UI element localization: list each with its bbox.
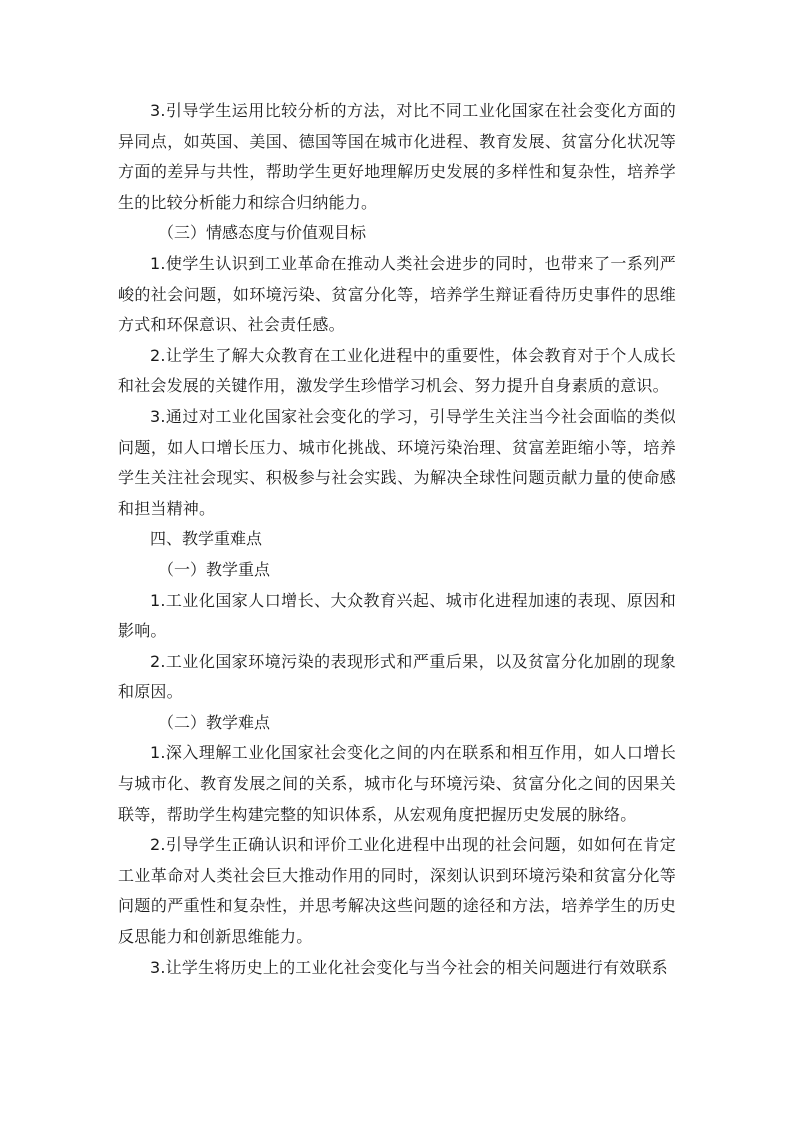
section-heading-difficulties: （二）教学难点 — [158, 712, 271, 732]
paragraph-difficulty-1: 1.深入理解工业化国家社会变化之间的内在联系和相互作用，如人口增长与城市化、教育发展之间的关系，城市化与环境污染、贫富分化之间的因果关联等，帮助学生构建完整的知识体系，从宏观角度把握历史发展的脉络。 — [118, 743, 676, 824]
section-heading-values-goals: （三）情感态度与价值观目标 — [158, 223, 367, 243]
paragraph-values-1: 1.使学生认识到工业革命在推动人类社会进步的同时，也带来了一系列严峻的社会问题，如环境污染、贫富分化等，培养学生辩证看待历史事件的思维方式和环保意识、社会责任感。 — [118, 253, 676, 335]
paragraph-comparison-method: 3.引导学生运用比较分析的方法，对比不同工业化国家在社会变化方面的异同点，如英国、美国、德国等国在城市化进程、教育发展、贫富分化状况等方面的差异与共性，帮助学生更好地理解历史发展的多样性和复杂性，培养学生的比较分析能力和综合归纳能力。 — [118, 101, 676, 212]
paragraph-key-point-1: 1.工业化国家人口增长、大众教育兴起、城市化进程加速的表现、原因和影响。 — [118, 590, 676, 641]
section-heading-key-difficulties: 四、教学重难点 — [150, 529, 263, 549]
paragraph-values-2: 2.让学生了解大众教育在工业化进程中的重要性，体会教育对于个人成长和社会发展的关键作用，激发学生珍惜学习机会、努力提升自身素质的意识。 — [118, 345, 676, 396]
document-page — [118, 96, 676, 983]
section-heading-key-points: （一）教学重点 — [158, 559, 271, 579]
paragraph-key-point-2: 2.工业化国家环境污染的表现形式和严重后果，以及贫富分化加剧的现象和原因。 — [118, 651, 676, 702]
paragraph-difficulty-2: 2.引导学生正确认识和评价工业化进程中出现的社会问题，如如何在肯定工业革命对人类社会巨大推动作用的同时，深刻认识到环境污染和贫富分化等问题的严重性和复杂性，并思考解决这些问题的途径和方法，培养学生的历史反思能力和创新思维能力。 — [118, 835, 676, 947]
paragraph-values-3: 3.通过对工业化国家社会变化的学习，引导学生关注当今社会面临的类似问题，如人口增长压力、城市化挑战、环境污染治理、贫富差距缩小等，培养学生关注社会现实、积极参与社会实践、为解决全球性问题贡献力量的使命感和担当精神。 — [118, 406, 676, 518]
paragraph-difficulty-3: 3.让学生将历史上的工业化社会变化与当今社会的相关问题进行有效联系 — [150, 957, 668, 977]
